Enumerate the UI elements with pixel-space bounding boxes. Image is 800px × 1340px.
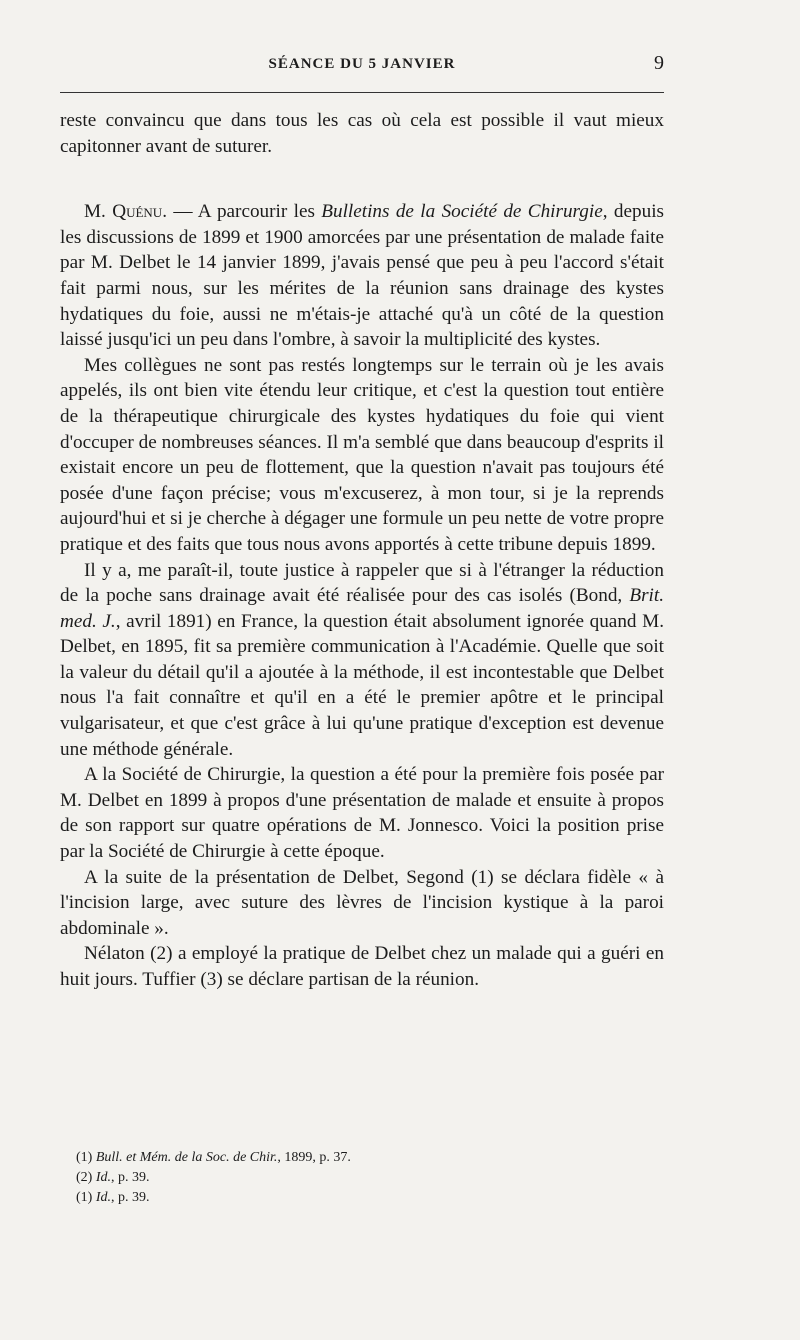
speaker-name: Quénu: [112, 201, 163, 223]
paragraph-segond: A la suite de la présentation de Delbet, Segond (1) se déclara fidèle « à l'incision large, avec suture des lèvres de l'incision kystique à la paroi abdominale ».: [60, 866, 664, 939]
footnote: (2) Id., p. 39.: [76, 1170, 150, 1185]
footnotes: [76, 1148, 636, 1208]
journal-title: Bulletins de la Société de Chirurgie: [321, 201, 603, 223]
paragraph-colleagues: Mes collègues ne sont pas restés longtemps sur le terrain où je les avais appelés, ils ont bien vite étendu leur critique, et c'est la question tout entière de la thérapeutique chirurgicale des kystes hydatiques du foie qui vient d'occuper de nombreuses séances. Il m'a semblé que dans beaucoup d'esprits il existait encore un peu de flottement, que la question n'avait pas toujours été posée d'une façon précise; vous m'excuserez, à mon tour, si je la reprends aujourd'hui et si je cherche à dégager une formule un peu nette de votre propre pratique et des faits que tous nous avons apportés à cette tribune depuis 1899.: [60, 354, 664, 555]
body-text: [60, 108, 664, 993]
page-number: 9: [654, 52, 664, 74]
footnote: (1) Id., p. 39.: [76, 1190, 150, 1205]
speaker-prefix: M.: [84, 201, 113, 223]
running-title: SÉANCE DU 5 JANVIER: [268, 56, 456, 72]
page-header: [60, 50, 664, 80]
journal-reference: Brit. med. J.: [60, 585, 664, 632]
header-rule: [60, 92, 664, 93]
paragraph-societe: A la Société de Chirurgie, la question a été pour la première fois posée par M. Delbet en 1899 à propos d'une présentation de malade et ensuite à propos de son rapport sur quatre opérations de M. Jonnesco. Voici la position prise par la Société de Chirurgie à cette époque.: [60, 764, 664, 863]
paragraph-quenu: M. Quénu. — A parcourir les Bulletins de la Société de Chirurgie, depuis les discussions de 1899 et 1900 amorcées par une présentation de malade faite par M. Delbet le 14 janvier 1899, j'avais pensé que peu à peu l'accord s'était fait parmi nous, sur les mérites de la réunion sans drainage des kystes hydatiques du foie, aussi ne m'étais-je attaché qu'à un côté de la question laissé jusqu'ici un peu dans l'ombre, à savoir la multiplicité des kystes.: [60, 201, 664, 351]
paragraph-continuation: reste convaincu que dans tous les cas où cela est possible il vaut mieux capitonner avant de suturer.: [60, 110, 664, 157]
paragraph-justice: Il y a, me paraît-il, toute justice à rappeler que si à l'étranger la réduction de la poche sans drainage avait été réalisée pour des cas isolés (Bond, Brit. med. J., avril 1891) en France, la question était absolument ignorée quand M. Delbet, en 1895, fit sa première communication à l'Académie. Quelle que soit la valeur du détail qu'il a ajoutée à la méthode, il est incontestable que Delbet nous l'a fait connaître et qu'il en a été le premier apôtre et le principal vulgarisateur, et que c'est grâce à lui qu'une pratique d'exception est devenue une méthode générale.: [60, 559, 664, 760]
footnote: (1) Bull. et Mém. de la Soc. de Chir., 1899, p. 37.: [76, 1150, 351, 1165]
paragraph-nelaton: Nélaton (2) a employé la pratique de Delbet chez un malade qui a guéri en huit jours. Tuffier (3) se déclare partisan de la réunion.: [60, 943, 664, 990]
paragraph-gap: [60, 159, 664, 199]
